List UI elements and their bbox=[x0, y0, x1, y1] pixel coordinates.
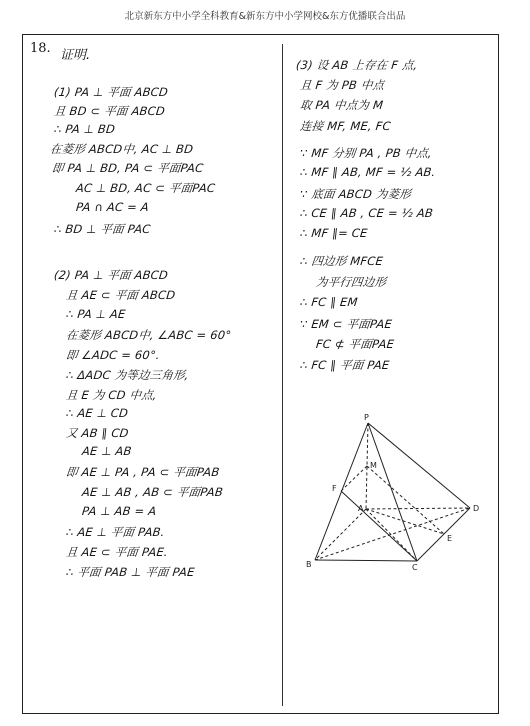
proof-line: 在菱形 ABCD中, AC ⊥ BD bbox=[49, 142, 194, 156]
label-P: P bbox=[364, 413, 369, 422]
proof-line: (1) PA ⊥ 平面 ABCD bbox=[53, 85, 169, 99]
edge-FC bbox=[341, 491, 417, 561]
proof-line: ∵ MF 分别 PA , PB 中点, bbox=[299, 146, 433, 160]
proof-line: ∴ MF ∥ AB, MF = ½ AB. bbox=[299, 165, 437, 179]
proof-line: (3) 设 AB 上存在 F 点, bbox=[295, 58, 419, 72]
proof-line: ∴ CE ∥ AB , CE = ½ AB bbox=[299, 206, 434, 220]
proof-line: 即 PA ⊥ BD, PA ⊂ 平面PAC bbox=[51, 161, 205, 175]
proof-line: ∴ FC ∥ EM bbox=[299, 295, 359, 309]
proof-line: 为平行四边形 bbox=[315, 275, 387, 289]
proof-line: ∴ AE ⊥ 平面 PAB. bbox=[65, 525, 166, 539]
proof-line: ∴ BD ⊥ 平面 PAC bbox=[53, 222, 152, 236]
proof-line: 且 E 为 CD 中点, bbox=[65, 388, 158, 402]
edge-AD bbox=[366, 508, 470, 509]
proof-line: 且 AE ⊂ 平面 PAE. bbox=[65, 545, 169, 559]
edge-CD bbox=[417, 508, 470, 561]
proof-line: 即 AE ⊥ PA , PA ⊂ 平面PAB bbox=[65, 465, 221, 479]
edge-MF bbox=[341, 466, 367, 491]
label-D: D bbox=[473, 504, 480, 513]
question-number: 18. bbox=[30, 41, 51, 56]
proof-line: 又 AB ∥ CD bbox=[65, 426, 130, 440]
edge-AC bbox=[366, 509, 417, 561]
label-E: E bbox=[447, 534, 453, 543]
label-A: A bbox=[358, 504, 364, 513]
proof-line: 且 BD ⊂ 平面 ABCD bbox=[53, 104, 166, 118]
page-header: 北京新东方中小学全科教育&新东方中小学网校&东方优播联合出品 bbox=[124, 11, 406, 22]
proof-line: 取 PA 中点为 M bbox=[299, 98, 384, 112]
edge-AB bbox=[315, 509, 366, 560]
label-M: M bbox=[370, 461, 377, 470]
column-divider bbox=[282, 44, 283, 706]
proof-line: PA ∩ AC = A bbox=[75, 200, 150, 214]
label-C: C bbox=[412, 563, 418, 572]
proof-line: 连接 MF, ME, FC bbox=[299, 119, 392, 133]
proof-line: ∴ FC ∥ 平面 PAE bbox=[299, 358, 391, 372]
proof-line: ∴ PA ⊥ BD bbox=[53, 122, 116, 136]
proof-line: AC ⊥ BD, AC ⊂ 平面PAC bbox=[75, 181, 216, 195]
edge-BC bbox=[315, 560, 417, 561]
proof-line: ∴ AE ⊥ CD bbox=[65, 406, 129, 420]
proof-line: AE ⊥ AB bbox=[81, 444, 133, 458]
pyramid-diagram bbox=[300, 412, 490, 572]
proof-line: ∴ 四边形 MFCE bbox=[299, 254, 384, 268]
proof-line: 在菱形 ABCD中, ∠ABC = 60° bbox=[65, 328, 232, 342]
proof-line: 且 F 为 PB 中点 bbox=[299, 78, 386, 92]
proof-line: ∴ ΔADC 为等边三角形, bbox=[65, 368, 190, 382]
proof-line: ∵ 底面 ABCD 为菱形 bbox=[299, 187, 412, 201]
proof-line: ∴ MF ∥= CE bbox=[299, 226, 369, 240]
proof-line: ∴ PA ⊥ AE bbox=[65, 307, 127, 321]
solution-title: 证明. bbox=[60, 48, 91, 63]
proof-line: FC ⊄ 平面PAE bbox=[315, 337, 395, 351]
label-B: B bbox=[306, 560, 312, 569]
proof-line: ∵ EM ⊂ 平面PAE bbox=[299, 317, 393, 331]
proof-line: 即 ∠ADC = 60°. bbox=[65, 348, 161, 362]
proof-line: (2) PA ⊥ 平面 ABCD bbox=[53, 268, 169, 282]
proof-line: ∴ 平面 PAB ⊥ 平面 PAE bbox=[65, 565, 196, 579]
label-F: F bbox=[332, 484, 337, 493]
proof-line: AE ⊥ AB , AB ⊂ 平面PAB bbox=[81, 485, 224, 499]
proof-line: 且 AE ⊂ 平面 ABCD bbox=[65, 288, 177, 302]
proof-line: PA ⊥ AB = A bbox=[81, 504, 158, 518]
